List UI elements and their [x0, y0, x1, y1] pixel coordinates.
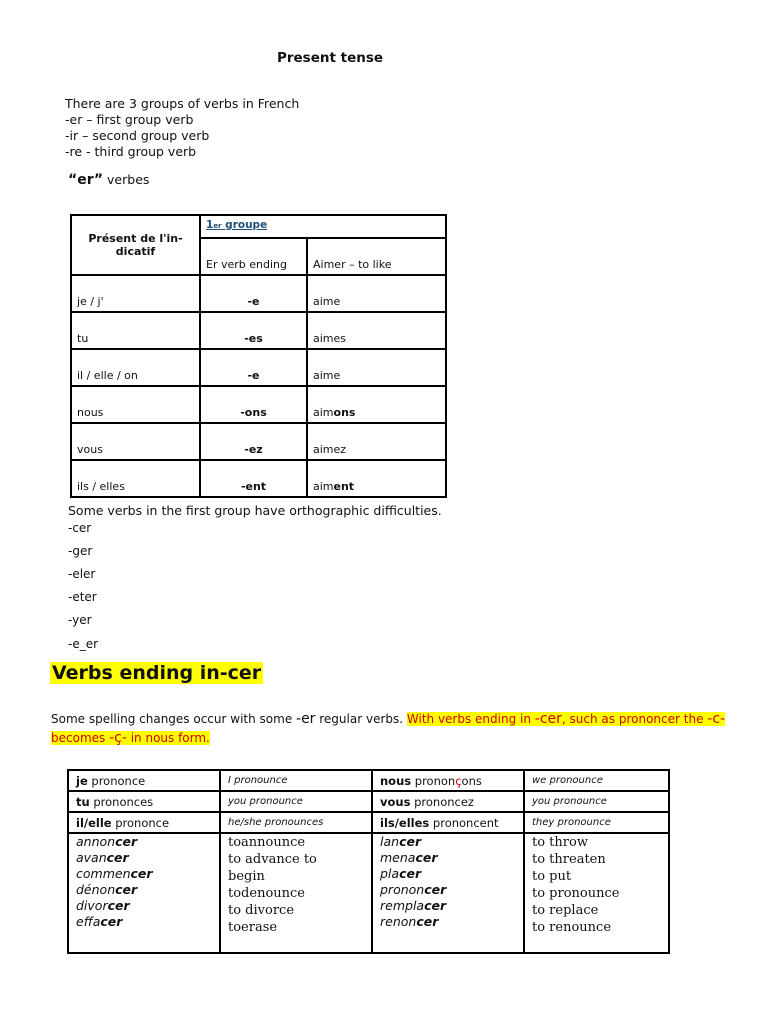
ending-item: -ger [68, 544, 93, 558]
group-header [200, 215, 446, 238]
conjugation-table [70, 214, 447, 498]
ending: -ons [200, 386, 307, 423]
translation-item: to replace [532, 903, 599, 918]
spell-cer: -cer [534, 711, 562, 727]
form-cell [68, 791, 220, 812]
translation-list-right [524, 833, 669, 953]
gloss: you pronounce [524, 791, 669, 812]
table-row [71, 386, 446, 423]
verb-item: lancer [380, 834, 422, 849]
form-cell [68, 812, 220, 833]
conjugated [307, 460, 446, 497]
verb-item: dénoncer [76, 882, 138, 897]
verb-item: remplacer [380, 898, 447, 913]
ending-item: -cer [68, 521, 92, 535]
intro-text [65, 96, 299, 160]
col-ending-header: Er verb ending [200, 238, 307, 275]
table-row [68, 770, 669, 791]
cer-heading: Verbs ending in-cer [52, 662, 262, 684]
spell-ced: -ç- [109, 730, 127, 746]
verb-item: prononcer [380, 882, 447, 897]
spell-hl4: in nous form. [126, 731, 210, 745]
pronoun: tu [71, 312, 200, 349]
spell-c: -c- [707, 711, 726, 727]
translation-item: to put [532, 869, 572, 884]
ending-item: -yer [68, 613, 92, 627]
conjugated [307, 275, 446, 312]
verb-form-end: ons [461, 773, 482, 788]
pronoun: tu [76, 794, 90, 809]
ortho-text: Some verbs in the first group have orthographic difficulties. [68, 503, 442, 518]
ending: -ez [200, 423, 307, 460]
verb-item: effacer [76, 914, 123, 929]
verb-form: prononce [87, 773, 146, 788]
table-row [71, 423, 446, 460]
intro-line: There are 3 groups of verbs in French [65, 96, 300, 111]
stem-end: ons [333, 406, 356, 419]
ending: -es [200, 312, 307, 349]
verb-form: prononcez [410, 794, 474, 809]
cer-table [67, 769, 670, 954]
verb-item: divorcer [76, 898, 130, 913]
spell-hl1: With verbs ending in [406, 712, 535, 726]
stem: aim [313, 480, 334, 493]
ending-item: -eter [68, 590, 97, 604]
spell-a: Some spelling changes occur with some [51, 712, 297, 726]
spell-er: -er [296, 711, 316, 727]
group-num: 1 [206, 219, 214, 231]
gloss: you pronounce [220, 791, 372, 812]
stem: aimes [313, 332, 347, 345]
ending: -ent [200, 460, 307, 497]
er-rest: verbes [103, 172, 150, 187]
translation-item: to divorce [228, 903, 295, 918]
table-row [71, 349, 446, 386]
translation-item: to threaten [532, 852, 606, 867]
stem: aime [313, 369, 341, 382]
verb-form: pronon [411, 773, 456, 788]
verb-list-right [372, 833, 524, 953]
page-title: Present tense [276, 50, 384, 66]
table-row [68, 791, 669, 812]
gloss: we pronounce [524, 770, 669, 791]
verb-item: annoncer [76, 834, 138, 849]
intro-line: -ir – second group verb [65, 128, 210, 143]
translation-list-left [220, 833, 372, 953]
table-corner-label: Présent de l'in-dicatif [71, 215, 200, 275]
verb-item: menacer [380, 850, 438, 865]
table-row [71, 460, 446, 497]
pronoun: je [76, 773, 88, 788]
verb-item: commencer [76, 866, 153, 881]
translation-item: to pronounce [532, 886, 620, 901]
intro-line: -er – first group verb [65, 112, 194, 127]
ending: -e [200, 275, 307, 312]
translation-item: toannounce [228, 835, 306, 850]
translation-item: begin [228, 869, 265, 884]
pronoun: je / j' [71, 275, 200, 312]
spell-hl2: , such as prononcer the [561, 712, 708, 726]
form-cell [68, 770, 220, 791]
verb-list-left [68, 833, 220, 953]
stem: aim [313, 406, 334, 419]
ending: -e [200, 349, 307, 386]
pronoun: ils/elles [380, 815, 430, 830]
translation-item: to advance to [228, 852, 317, 867]
gloss: I pronounce [220, 770, 372, 791]
conjugated [307, 349, 446, 386]
verb-item: avancer [76, 850, 129, 865]
table-row [71, 312, 446, 349]
table-row [68, 833, 669, 953]
pronoun: il / elle / on [71, 349, 200, 386]
pronoun: vous [71, 423, 200, 460]
verb-item: placer [380, 866, 422, 881]
verb-form: prononcent [429, 815, 499, 830]
spell-hl3: becomes [51, 731, 110, 745]
er-verbs-heading [68, 172, 149, 188]
pronoun: vous [380, 794, 411, 809]
verb-item: renoncer [380, 914, 439, 929]
stem-end: ent [333, 480, 355, 493]
translation-item: todenounce [228, 886, 305, 901]
spelling-paragraph [51, 710, 751, 748]
form-cell [372, 812, 524, 833]
cedilla-letter: ç [455, 773, 462, 788]
stem: aime [313, 295, 341, 308]
gloss: he/she pronounces [220, 812, 372, 833]
group-word: groupe [225, 219, 268, 231]
pronoun: ils / elles [71, 460, 200, 497]
translation-item: to renounce [532, 920, 612, 935]
table-row [71, 275, 446, 312]
conjugated [307, 386, 446, 423]
pronoun: nous [380, 773, 412, 788]
intro-line: -re - third group verb [65, 144, 197, 159]
ending-item: -e_er [68, 637, 99, 651]
conjugated [307, 423, 446, 460]
form-cell [372, 770, 524, 791]
table-row [68, 812, 669, 833]
stem: aimez [313, 443, 347, 456]
spell-b: regular verbs. [315, 712, 407, 726]
pronoun: nous [71, 386, 200, 423]
gloss: they pronounce [524, 812, 669, 833]
verb-form: prononces [89, 794, 154, 809]
er-quoted: “er” [68, 172, 104, 188]
pronoun: il/elle [76, 815, 112, 830]
verb-form: prononce [111, 815, 170, 830]
translation-item: toerase [228, 920, 278, 935]
col-aimer-header: Aimer – to like [307, 238, 446, 275]
group-sup: er [213, 222, 222, 230]
conjugated [307, 312, 446, 349]
ending-item: -eler [68, 567, 96, 581]
form-cell [372, 791, 524, 812]
translation-item: to throw [532, 835, 588, 850]
